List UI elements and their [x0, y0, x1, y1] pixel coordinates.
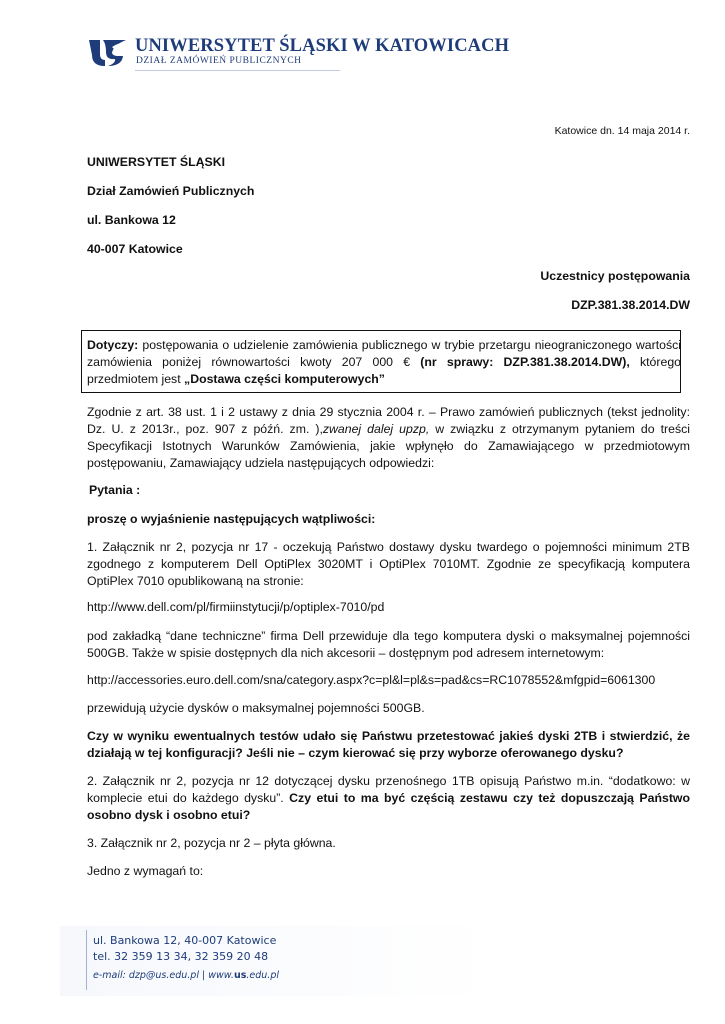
question-1-predict: przewidują użycie dysków o maksymalnej pojemności 500GB. [87, 701, 425, 715]
intro-text-1: Zgodnie z art. 38 ust. 1 i 2 ustawy z dnia 29 stycznia 2004 r. – Prawo zamówień publicznych (tekst jednolity: Dz. U. z 2013r., poz. 907 z późń. zm. ), [87, 405, 690, 436]
question-2 [87, 773, 690, 824]
recipient: Uczestnicy postępowania [540, 269, 690, 283]
department-name: DZIAŁ ZAMÓWIEŃ PUBLICZNYCH [136, 56, 302, 66]
footer-website[interactable] [208, 970, 279, 981]
intro-italic: zwanej dalej upzp, [322, 422, 430, 436]
intro-text-2: w związku z otrzymanym pytaniem do treści Specyfikacji Istotnych Warunków Zamówienia, jakie wpłynęło do Zamawiającego w przedmiotowym postępowaniu, Zamawiający udziela następujących odpowiedzi: [87, 422, 690, 470]
footer-divider [86, 930, 87, 990]
subject-text-2: którego przedmiotem jest [87, 355, 682, 386]
url-dell-optiplex: http://www.dell.com/pl/firmiinstytucji/p/optiplex-7010/pd [87, 600, 385, 614]
question-1: 1. Załącznik nr 2, pozycja nr 17 - oczekują Państwo dostawy dysku twardego o pojemności minimum 2TB zgodnego z komputerem Dell OptiPlex 3020MT i OptiPlex 7010MT. Zgodnie ze specyfikacją komputera OptiPlex 7010 opublikowaną na stronie: [87, 540, 690, 588]
subject-text-1: postępowania o udzielenie zamówienia publicznego w trybie przetargu nieograniczonego wartości zamówienia poniżej równowartości kwoty 207 000 € [87, 338, 681, 369]
sender-line-3: ul. Bankowa 12 [87, 213, 176, 227]
date-line: Katowice dn. 14 maja 2014 r. [554, 125, 690, 137]
subject-label: Dotyczy: [87, 338, 139, 352]
sender-line-2: Dział Zamówień Publicznych [87, 184, 255, 198]
case-number: DZP.381.38.2014.DW [571, 298, 690, 312]
university-name: UNIWERSYTET ŚLĄSKI W KATOWICACH [135, 36, 510, 56]
footer-web-suffix: .edu.pl [246, 970, 279, 981]
subject-title: „Dostawa części komputerowych” [184, 372, 385, 386]
questions-heading: Pytania : [89, 483, 141, 497]
request-heading: proszę o wyjaśnienie następujących wątpliwości: [87, 512, 376, 526]
footer-web-prefix: www. [208, 970, 234, 981]
header-divider [135, 70, 340, 71]
question-2-text: 2. Załącznik nr 2, pozycja nr 12 dotyczącej dysku przenośnego 1TB opisują Państwo m.in. “dodatkowo: w komplecie etui do każdego dysku”. [87, 774, 690, 805]
footer-phone: tel. 32 359 13 34, 32 359 20 48 [93, 950, 269, 963]
url-dell-accessories: http://accessories.euro.dell.com/sna/category.aspx?c=pl&l=pl&s=pad&cs=RC1078552&mfgpid=6061300 [87, 673, 656, 687]
question-2-bold: Czy etui to ma być częścią zestawu czy też dopuszczają Państwo osobno dysk i osobno etui? [87, 791, 690, 822]
requirements-intro: Jedno z wymagań to: [87, 864, 204, 878]
university-logo-icon [86, 38, 128, 68]
subject-case-ref: (nr sprawy: DZP.381.38.2014.DW), [420, 355, 630, 369]
footer-separator: | [198, 970, 209, 981]
question-3: 3. Załącznik nr 2, pozycja nr 2 – płyta główna. [87, 836, 336, 850]
sender-line-1: UNIWERSYTET ŚLĄSKI [87, 155, 226, 169]
subject-paragraph [87, 337, 681, 388]
question-1-tab-info: pod zakładką “dane techniczne” firma Dell przewiduje dla tego komputera dyski o maksymalnej pojemności 500GB. Także w spisie dostępnych dla nich akcesorii – dostępnym pod adresem internetowym: [87, 629, 690, 660]
footer-address: ul. Bankowa 12, 40-007 Katowice [93, 934, 277, 947]
question-1-main: Czy w wyniku ewentualnych testów udało się Państwu przetestować jakieś dyski 2TB i stwierdzić, że działają w tej konfiguracji? Jeśli nie – czym kierować się przy wyborze oferowanego dysku? [87, 729, 690, 760]
sender-line-4: 40-007 Katowice [87, 242, 183, 256]
footer-web-strong: us [233, 970, 247, 981]
intro-paragraph [87, 404, 690, 472]
footer-contact [93, 970, 279, 981]
footer-email[interactable]: e-mail: dzp@us.edu.pl [93, 970, 199, 981]
